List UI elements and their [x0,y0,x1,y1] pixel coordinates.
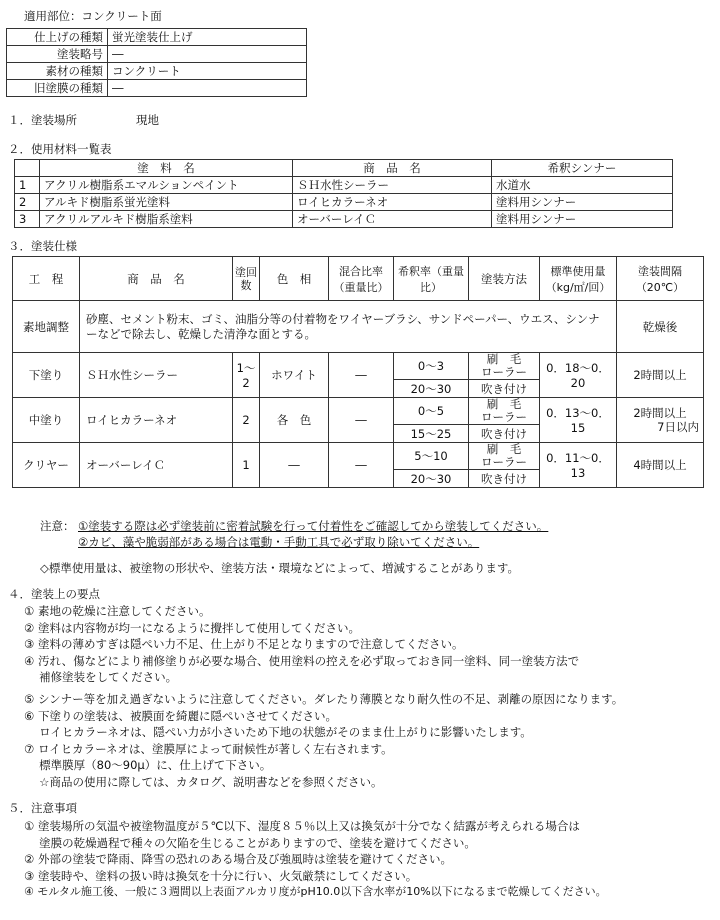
interval-max: 7日以内 [657,420,699,434]
interval-value: 乾燥後 [617,301,704,353]
table-row [7,29,307,46]
paint-name: アクリルアルキド樹脂系塗料 [40,211,293,228]
section4-heading: ４．塗装上の要点 [8,587,100,601]
caution-line: ③ 塗装時や、塗料の扱い時は換気を十分に行い、火気厳禁にしてください。 [24,868,418,883]
col-method: 塗装方法 [469,257,540,301]
interval-value: 2時間以上 [617,353,704,398]
color-value: 各 色 [260,398,329,443]
method-roller: ローラー [481,410,527,424]
dilution-value: 20～30 [394,380,469,398]
thinner-name: 塗料用シンナー [492,194,673,211]
section3-heading: ３．塗装仕様 [8,239,77,253]
paint-name: アクリル樹脂系エマルションペイント [40,177,293,194]
row-label: 素材の種類 [7,63,108,80]
note-remove-mold: ②カビ、藻や脆弱部がある場合は電動・手動工具で必ず取り除いてください。 [78,535,480,549]
table-row [13,443,704,470]
col-process: 工 程 [13,257,80,301]
method-value: 吹き付け [469,380,540,398]
col-product: 商 品 名 [293,160,492,177]
materials-table [14,159,673,228]
method-value [469,398,540,425]
process-name: クリヤー [13,443,80,488]
row-label: 旧塗膜の種類 [7,80,108,97]
method-brush: 刷 毛 [486,397,522,411]
coats-value: 1 [233,443,260,488]
table-row [15,211,673,228]
dilution-value: 15～25 [394,425,469,443]
col-color: 色 相 [260,257,329,301]
process-name: 下塗り [13,353,80,398]
product-name: ロイヒカラーネオ [80,398,233,443]
point-line: ☆商品の使用に際しては、カタログ、説明書などを参照ください。 [24,774,383,789]
point-line: ⑦ ロイヒカラーネオは、塗膜厚によって耐候性が著しく左右されます。 [24,741,393,756]
dilution-value: 0～5 [394,398,469,425]
method-brush: 刷 毛 [486,352,522,366]
product-name: ＳＨ水性シーラー [293,177,492,194]
usage-value: 0．18～0．20 [540,353,617,398]
table-row [7,63,307,80]
col-paint: 塗 料 名 [40,160,293,177]
section2-heading: ２．使用材料一覧表 [8,142,112,156]
col-coats: 塗回数 [233,257,260,301]
prep-description: 砂塵、セメント粉末、ゴミ、油脂分等の付着物をワイヤーブラシ、サンドペーパー、ウエス、シンナーなどで除去し、乾燥した清浄な面とする。 [80,301,617,353]
row-value: ― [108,80,307,97]
mix-value: ― [329,353,394,398]
method-value [469,443,540,470]
table-row [13,353,704,380]
row-value: コンクリート [108,63,307,80]
caution-line: ④ モルタル施工後、一般に３週間以上表面アルカリ度がpH10.0以下含水率が10%以下になるまで乾燥してください。 [24,885,607,899]
dilution-value: 5～10 [394,443,469,470]
col-dilution: 希釈率（重量比） [394,257,469,301]
table-header-row [15,160,673,177]
col-usage: 標準使用量（kg/㎡/回） [540,257,617,301]
usage-value: 0．13～0．15 [540,398,617,443]
note-adhesion-test: ①塗装する際は必ず塗装前に密着試験を行って付着性をご確認してから塗装してください。 [78,519,549,533]
point-line: 標準膜厚（80～90μ）に、仕上げて下さい。 [24,758,272,773]
interval-value [617,398,704,443]
row-label: 仕上げの種類 [7,29,108,46]
point-line: ④ 汚れ、傷などにより補修塗りが必要な場合、使用塗料の控えを必ず取っておき同一塗料、同一塗装方法で [24,653,580,668]
col-thinner: 希釈シンナー [492,160,673,177]
coating-spec-table [12,256,704,488]
method-roller: ローラー [481,455,527,469]
application-area-title: 適用部位：コンクリート面 [24,9,162,23]
mix-value: ― [329,398,394,443]
method-value [469,353,540,380]
section1-value: 現地 [136,113,159,127]
point-line: ① 素地の乾燥に注意してください。 [24,604,211,618]
product-name: ＳＨ水性シーラー [80,353,233,398]
section4-points [24,603,623,791]
col-mix: 混合比率（重量比） [329,257,394,301]
caution-line: ② 外部の塗装で降雨、降雪の恐れのある場合及び強風時は塗装を避けてください。 [24,852,452,867]
point-line: ロイヒカラーネオは、隠ぺい力が小さいため下地の状態がそのまま仕上がりに影響いたします。 [24,725,532,740]
table-row [15,177,673,194]
process-name: 中塗り [13,398,80,443]
section5-cautions [24,818,607,901]
table-row [7,46,307,63]
table-row-prep [13,301,704,353]
mix-value: ― [329,443,394,488]
color-value: ホワイト [260,353,329,398]
section1-heading: １．塗装場所 [8,113,77,127]
col-interval: 塗装間隔（20℃） [617,257,704,301]
method-value: 吹き付け [469,425,540,443]
row-no: 1 [15,177,40,194]
note-usage-variance: ◇標準使用量は、被塗物の形状や、塗装方法・環境などによって、増減することがあります。 [40,561,519,575]
point-line: 補修塗装をしてください。 [24,670,178,685]
row-label: 塗装略号 [7,46,108,63]
point-line: ⑤ シンナー等を加え過ぎないように注意してください。ダレたり薄膜となり耐久性の不足、剥離の原因になります。 [24,691,624,706]
table-header-row [13,257,704,301]
caution-line: ① 塗装場所の気温や被塗物温度が５℃以下、湿度８５％以上又は換気が十分でなく結露が考えられる場合は [24,819,580,833]
point-line: ⑥ 下塗りの塗装は、被膜面を綺麗に隠ぺいさせてください。 [24,708,337,723]
table-row [7,80,307,97]
row-value: ― [108,46,307,63]
table-row [13,398,704,425]
method-brush: 刷 毛 [486,442,522,456]
product-name: オーバーレイＣ [80,443,233,488]
thinner-name: 塗料用シンナー [492,211,673,228]
caution-line: 塗膜の乾燥過程で種々の欠陥を生じることがありますので、塗装を避けてください。 [24,835,476,850]
usage-value: 0．11～0．13 [540,443,617,488]
finish-info-table [6,28,307,97]
row-value: 蛍光塗装仕上げ [108,29,307,46]
row-no: 3 [15,211,40,228]
paint-name: アルキド樹脂系蛍光塗料 [40,194,293,211]
point-line: ③ 塗料の薄めすぎは隠ぺい力不足、仕上がり不足となりますので注意してください。 [24,637,464,652]
dilution-value: 0～3 [394,353,469,380]
section5-heading: ５．注意事項 [8,801,77,815]
interval-min: 2時間以上 [633,406,687,420]
thinner-name: 水道水 [492,177,673,194]
note-label: 注意： [40,519,75,533]
method-roller: ローラー [481,365,527,379]
row-no: 2 [15,194,40,211]
product-name: オーバーレイＣ [293,211,492,228]
color-value: ― [260,443,329,488]
interval-value: 4時間以上 [617,443,704,488]
dilution-value: 20～30 [394,470,469,488]
method-value: 吹き付け [469,470,540,488]
product-name: ロイヒカラーネオ [293,194,492,211]
col-product: 商 品 名 [80,257,233,301]
coats-value: 1～2 [233,353,260,398]
table-row [15,194,673,211]
point-line: ② 塗料は内容物が均一になるように攪拌して使用してください。 [24,620,360,635]
process-name: 素地調整 [13,301,80,353]
coats-value: 2 [233,398,260,443]
